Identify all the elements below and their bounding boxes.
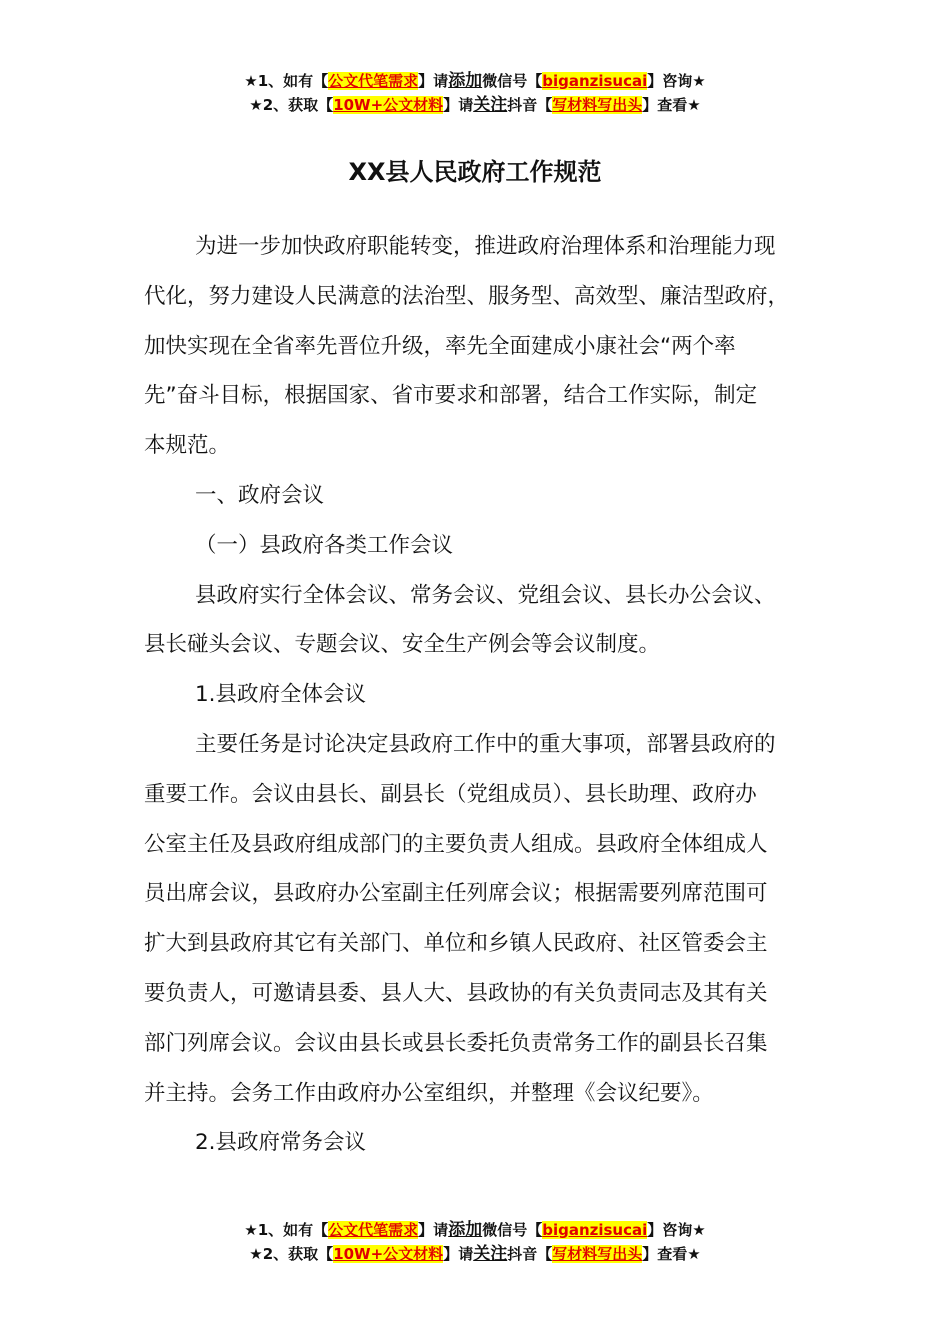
wechat-id: biganzisucai (542, 72, 648, 90)
banner-text: ★1、如有【 (244, 1221, 329, 1239)
paragraph (144, 521, 824, 571)
banner-line-1 (0, 1218, 950, 1242)
banner-text: 】请 (418, 72, 449, 90)
text-line: 公室主任及县政府组成部门的主要负责人组成。县政府全体组成人 (144, 831, 768, 857)
document-body (144, 222, 824, 1168)
text-line: 重要工作。会议由县长、副县长（党组成员）、县长助理、政府办 (144, 781, 757, 807)
text-line: 县政府实行全体会议、常务会议、党组会议、县长办公会议、 (195, 582, 776, 608)
text-line: 代化，努力建设人民满意的法治型、服务型、高效型、廉洁型政府， (144, 283, 790, 309)
text-line: 部门列席会议。会议由县长或县长委托负责常务工作的副县长召集 (144, 1030, 768, 1056)
wechat-id: biganzisucai (542, 1221, 648, 1239)
banner-line-2 (0, 93, 950, 117)
paragraph (144, 471, 824, 521)
text-line: （一）县政府各类工作会议 (195, 532, 454, 558)
banner-text: ★2、获取【 (249, 1245, 334, 1263)
banner-text: 】请 (418, 1221, 449, 1239)
paragraph (144, 670, 824, 720)
text-line: 扩大到县政府其它有关部门、单位和乡镇人民政府、社区管委会主 (144, 931, 768, 957)
highlight-text: 10W+公文材料 (333, 96, 444, 114)
banner-text: 】查看★ (642, 96, 701, 114)
banner-text: ★2、获取【 (249, 96, 334, 114)
highlight-text: 公文代笔需求 (328, 72, 419, 90)
text-line: 加快实现在全省率先晋位升级，率先全面建成小康社会“两个率 (144, 333, 736, 359)
text-line: 2.县政府常务会议 (195, 1130, 367, 1156)
banner-text: ★1、如有【 (244, 72, 329, 90)
highlight-text: 公文代笔需求 (328, 1221, 419, 1239)
paragraph (144, 571, 824, 671)
footer-banner (0, 1218, 950, 1266)
banner-text: 】请 (443, 96, 474, 114)
document-title: XX县人民政府工作规范 (348, 158, 602, 186)
emphasis-text: 关注 (473, 1244, 508, 1264)
banner-text: 微信号【 (482, 1221, 543, 1239)
text-line: 一、政府会议 (195, 482, 325, 508)
paragraph (144, 1118, 824, 1168)
header-banner (0, 69, 950, 117)
emphasis-text: 添加 (448, 71, 483, 91)
banner-text: 】查看★ (642, 1245, 701, 1263)
douyin-name: 写材料写出头 (552, 1245, 643, 1263)
paragraph (144, 222, 824, 471)
text-line: 县长碰头会议、专题会议、安全生产例会等会议制度。 (144, 632, 661, 658)
text-line: 员出席会议，县政府办公室副主任列席会议；根据需要列席范围可 (144, 881, 768, 907)
text-line: 为进一步加快政府职能转变，推进政府治理体系和治理能力现 (195, 234, 776, 259)
banner-text: 微信号【 (482, 72, 543, 90)
highlight-text: 10W+公文材料 (333, 1245, 444, 1263)
text-line: 先”奋斗目标，根据国家、省市要求和部署，结合工作实际，制定 (144, 383, 758, 409)
banner-text: 】咨询★ (647, 72, 706, 90)
text-line: 主要任务是讨论决定县政府工作中的重大事项，部署县政府的 (195, 731, 776, 757)
emphasis-text: 添加 (448, 1220, 483, 1240)
banner-text: 抖音【 (507, 1245, 553, 1263)
banner-text: 】请 (443, 1245, 474, 1263)
douyin-name: 写材料写出头 (552, 96, 643, 114)
text-line: 本规范。 (144, 433, 231, 459)
banner-line-2 (0, 1242, 950, 1266)
text-line: 要负责人，可邀请县委、县人大、县政协的有关负责同志及其有关 (144, 980, 768, 1006)
banner-text: 】咨询★ (647, 1221, 706, 1239)
banner-line-1 (0, 69, 950, 93)
text-line: 并主持。会务工作由政府办公室组织，并整理《会议纪要》。 (144, 1080, 714, 1106)
text-line: 1.县政府全体会议 (195, 682, 367, 708)
emphasis-text: 关注 (473, 95, 508, 115)
paragraph (144, 720, 824, 1118)
banner-text: 抖音【 (507, 96, 553, 114)
